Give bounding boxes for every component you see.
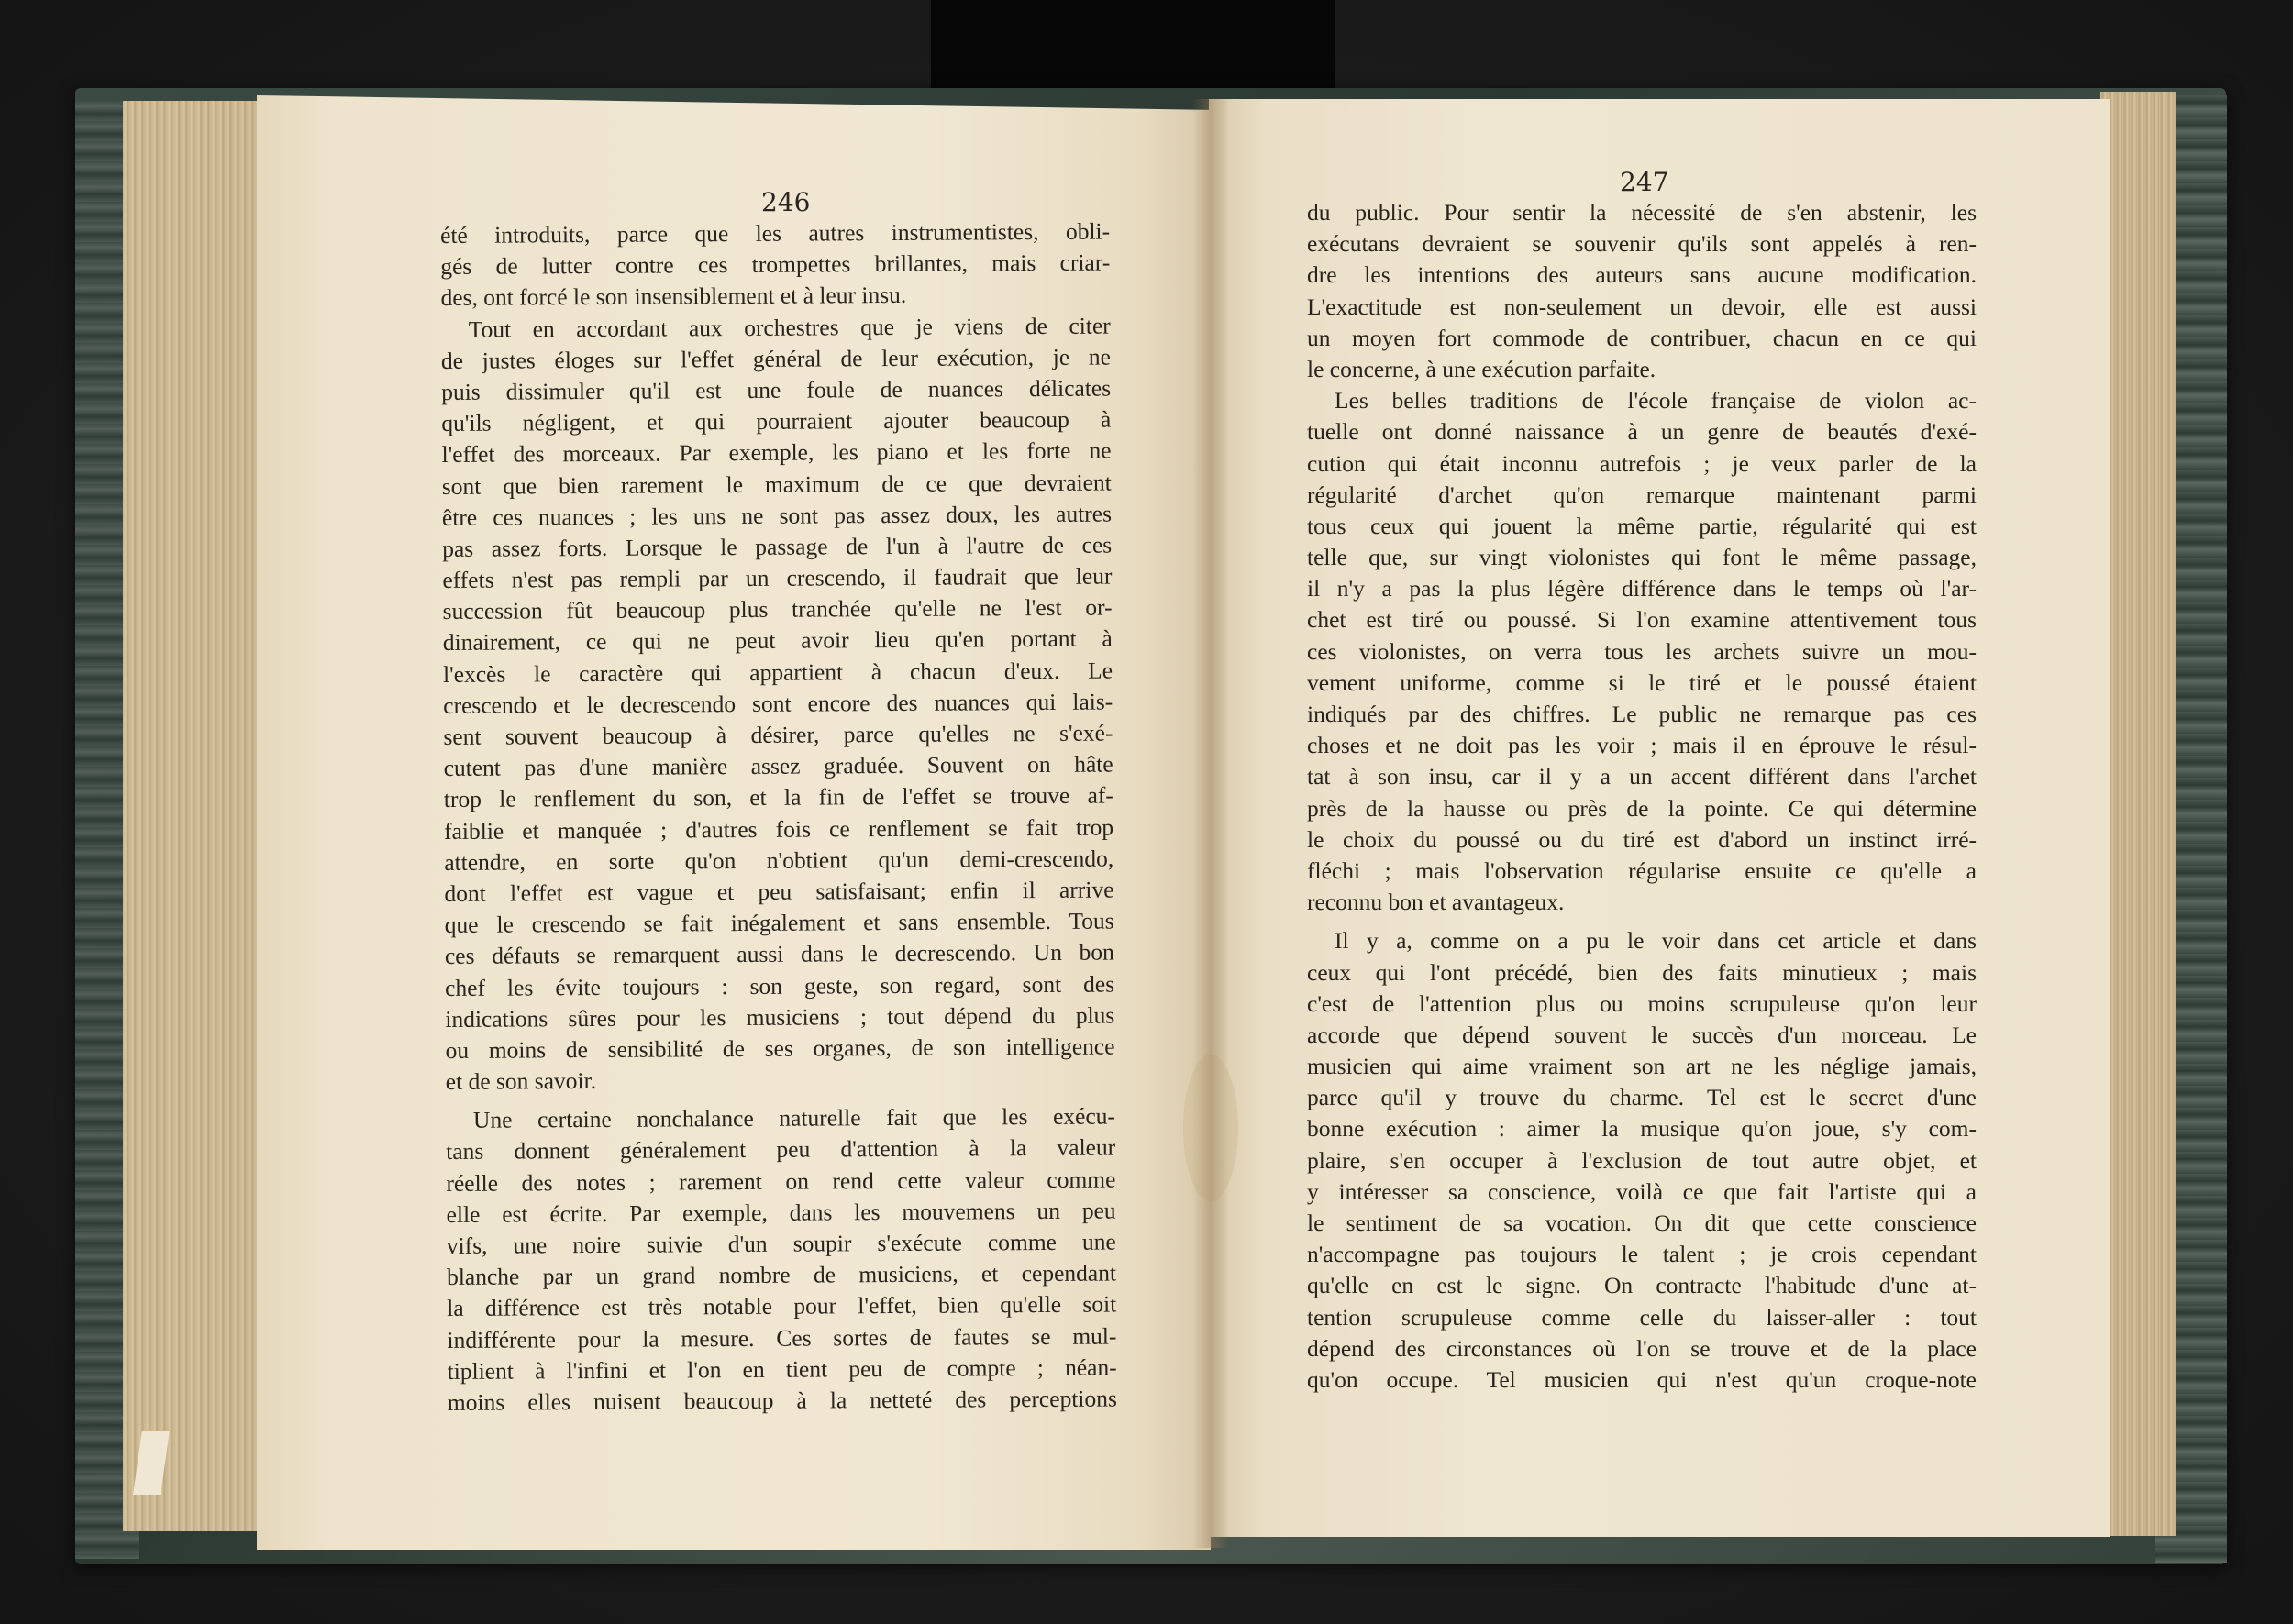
text-line: ces violonistes, on verra tous les archets suivre un mou- xyxy=(1307,637,1977,665)
text-line: exécutans devraient se souvenir qu'ils sont appelés à ren- xyxy=(1307,230,1977,258)
text-line: parce qu'il y trouve du charme. Tel est le secret d'une xyxy=(1307,1084,1977,1111)
text-line: cutent pas d'une manière assez graduée. Souvent on hâte xyxy=(443,750,1113,782)
text-line: Tout en accordant aux orchestres que je viens de citer xyxy=(468,312,1111,343)
text-line: tuelle ont donné naissance à un genre de beautés d'exé- xyxy=(1307,418,1977,446)
text-line: qu'on occupe. Tel musicien qui n'est qu'un croque-note xyxy=(1307,1365,1977,1393)
page-stain xyxy=(1183,1055,1238,1201)
text-line: ceux qui l'ont précédé, bien des faits minutieux ; mais xyxy=(1307,958,1977,986)
text-line: tiplient à l'infini et l'on en tient peu de compte ; néan- xyxy=(447,1353,1117,1385)
book-gutter xyxy=(1192,99,1229,1548)
text-line: indications sûres pour les musiciens ; tout dépend du plus xyxy=(445,1001,1115,1033)
text-line: chef les évite toujours : son geste, son regard, sont des xyxy=(445,970,1115,1001)
text-line: l'effet des morceaux. Par exemple, les piano et les forte ne xyxy=(441,436,1112,469)
text-line: qu'elle en est le signe. On contracte l'habitude d'une at- xyxy=(1307,1272,1977,1299)
text-line: tans donnent généralement peu d'attention à la valeur xyxy=(446,1133,1116,1166)
text-line: du public. Pour sentir la nécessité de s'en abstenir, les xyxy=(1307,199,1977,226)
text-line: choses et ne doit pas les voir ; mais il en éprouve le résul- xyxy=(1307,732,1977,759)
text-line: cution qui était inconnu autrefois ; je veux parler de la xyxy=(1307,449,1977,477)
text-line: indifférente pour la mesure. Ces sortes de fautes se mul- xyxy=(447,1322,1117,1353)
text-line: y intéresser sa conscience, voilà ce que fait l'artiste qui a xyxy=(1307,1177,1977,1205)
text-line: été introduits, parce que les autres instrumentistes, obli- xyxy=(440,217,1111,249)
text-line: sont que bien rarement le maximum de ce que devraient xyxy=(441,469,1112,500)
text-line: il n'y a pas la plus légère différence dans le temps où l'ar- xyxy=(1307,575,1977,602)
text-line: pas assez forts. Lorsque le passage de l'un à l'autre de ces xyxy=(442,531,1113,562)
text-line: des, ont forcé le son insensiblement et à leur insu. xyxy=(440,282,907,312)
text-line: que le crescendo se fait inégalement et sans ensemble. Tous xyxy=(444,907,1114,939)
text-line: succession fût beaucoup plus tranchée qu'elle ne l'est or- xyxy=(442,593,1113,625)
text-line: reconnu bon et avantageux. xyxy=(1307,889,1565,916)
text-line: vement uniforme, comme si le tiré et le poussé étaient xyxy=(1307,668,1977,696)
text-line: chet est tiré ou poussé. Si l'on examine attentivement tous xyxy=(1307,606,1977,634)
text-line: ces défauts se remarquent aussi dans le decrescendo. Un bon xyxy=(444,938,1114,970)
text-line: dinairement, ce qui ne peut avoir lieu qu'en portant à xyxy=(442,624,1113,657)
text-line: plaire, s'en occuper à l'exclusion de tout autre objet, et xyxy=(1307,1146,1977,1174)
text-line: moins elles nuisent beaucoup à la netteté des perceptions xyxy=(447,1385,1117,1416)
right-page-text xyxy=(1307,197,1977,1396)
text-line: effets n'est pas rempli par un crescendo, il faudrait que leur xyxy=(442,562,1113,594)
text-line: crescendo et le decrescendo sont encore des nuances qui lais- xyxy=(443,688,1113,719)
text-line: et de son savoir. xyxy=(445,1067,597,1096)
text-line: l'excès le caractère qui appartient à chacun d'eux. Le xyxy=(442,657,1113,688)
text-line: trop le renflement du son, et la fin de l'effet se trouve af- xyxy=(443,781,1113,813)
text-line: tous ceux qui jouent la même partie, régularité qui est xyxy=(1307,512,1977,539)
page-number-right: 247 xyxy=(1620,167,1669,197)
text-line: faiblie et manquée ; d'autres fois ce renflement se fait trop xyxy=(443,813,1114,845)
background-shadow xyxy=(931,0,1335,92)
text-line: qu'ils négligent, et qui pourraient ajouter beaucoup à xyxy=(441,405,1112,437)
text-line: c'est de l'attention plus ou moins scrupuleuse qu'on leur xyxy=(1307,989,1977,1017)
text-line: blanche par un grand nombre de musiciens, et cependant xyxy=(446,1259,1117,1291)
text-line: n'accompagne pas toujours le talent ; je crois cependant xyxy=(1307,1241,1977,1268)
text-line: un moyen fort commode de contribuer, chacun en ce qui xyxy=(1307,324,1977,351)
text-line: sent souvent beaucoup à désirer, parce qu'elles ne s'exé- xyxy=(443,719,1113,750)
text-line: Les belles traditions de l'école française de violon ac- xyxy=(1335,387,1977,414)
page-number-left: 246 xyxy=(761,187,811,217)
text-line: de justes éloges sur l'effet général de leur exécution, je ne xyxy=(440,343,1112,374)
page-stack-right xyxy=(2100,92,2176,1536)
text-line: la différence est très notable pour l'effet, bien qu'elle soit xyxy=(447,1290,1117,1322)
text-line: L'exactitude est non-seulement un devoir, elle est aussi xyxy=(1307,293,1977,320)
text-line: puis dissimuler qu'il est une foule de nuances délicates xyxy=(441,374,1112,405)
text-line: fléchi ; mais l'observation régularise ensuite ce qu'elle a xyxy=(1307,856,1977,884)
text-line: le choix du poussé ou du tiré est d'abord un instinct irré- xyxy=(1307,825,1977,853)
text-line: Il y a, comme on a pu le voir dans cet article et dans xyxy=(1335,927,1977,955)
text-line: Une certaine nonchalance naturelle fait que les exécu- xyxy=(472,1102,1116,1134)
text-line: ou moins de sensibilité de ses organes, de son intelligence xyxy=(445,1033,1115,1064)
text-line: attendre, en sorte qu'on n'obtient qu'un demi-crescendo, xyxy=(444,845,1114,876)
text-line: tat à son insu, car il y a un accent différent dans l'archet xyxy=(1307,763,1977,790)
text-line: près de la hausse ou près de la pointe. Ce qui détermine xyxy=(1307,794,1977,822)
text-line: le concerne, à une exécution parfaite. xyxy=(1307,355,1656,382)
text-line: telle que, sur vingt violonistes qui font le même passage, xyxy=(1307,544,1977,571)
text-line: régularité d'archet qu'on remarque maintenant parmi xyxy=(1307,481,1977,508)
text-line: vifs, une noire suivie d'un soupir s'exécute comme une xyxy=(446,1228,1116,1259)
text-line: le sentiment de sa vocation. On dit que cette conscience xyxy=(1307,1210,1977,1236)
text-line: musicien qui aime vraiment son art ne les néglige jamais, xyxy=(1307,1053,1977,1080)
text-line: elle est écrite. Par exemple, dans les mouvemens un peu xyxy=(446,1197,1116,1228)
text-line: dre les intentions des auteurs sans aucune modification. xyxy=(1307,261,1977,289)
text-line: accorde que dépend souvent le succès d'un morceau. Le xyxy=(1307,1021,1977,1048)
left-page-text xyxy=(440,216,1117,1420)
text-line: dépend des circonstances où l'on se trouve et de la place xyxy=(1307,1334,1977,1362)
text-line: être ces nuances ; les uns ne sont pas assez doux, les autres xyxy=(441,500,1113,531)
text-line: indiqués par des chiffres. Le public ne remarque pas ces xyxy=(1307,701,1977,727)
text-line: tention scrupuleuse comme celle du laisser-aller : tout xyxy=(1307,1303,1977,1331)
text-line: bonne exécution : aimer la musique qu'on joue, s'y com- xyxy=(1307,1115,1977,1143)
text-line: dont l'effet est vague et peu satisfaisant; enfin il arrive xyxy=(444,876,1114,907)
text-line: réelle des notes ; rarement on rend cette valeur comme xyxy=(446,1166,1116,1197)
text-line: gés de lutter contre ces trompettes brillantes, mais criar- xyxy=(440,249,1111,281)
